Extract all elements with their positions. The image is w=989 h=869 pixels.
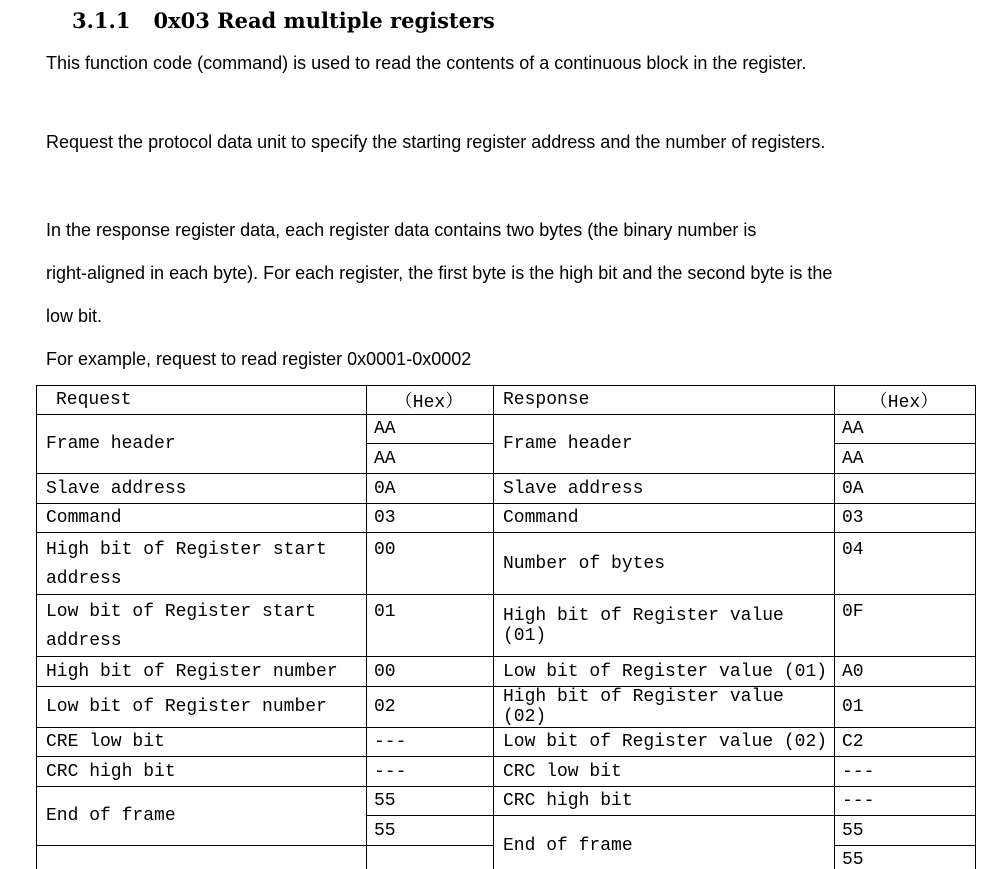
- table-row: [37, 787, 976, 816]
- table-row: [37, 757, 976, 787]
- response-num-bytes-label: Number of bytes: [494, 533, 835, 595]
- request-frame-header-hex-2: AA: [367, 444, 494, 474]
- response-crc-high-hex: ---: [835, 787, 976, 816]
- response-end-of-frame-hex-1: 55: [835, 816, 976, 846]
- response-frame-header-label: Frame header: [494, 415, 835, 474]
- request-slave-address-hex: 0A: [367, 474, 494, 504]
- response-reg2-high-label: High bit of Register value (02): [494, 687, 835, 728]
- request-crc-high-hex: ---: [367, 757, 494, 787]
- request-column-header: Request: [37, 386, 367, 415]
- response-crc-low-hex: ---: [835, 757, 976, 787]
- response-command-hex: 03: [835, 504, 976, 533]
- response-crc-high-label: CRC high bit: [494, 787, 835, 816]
- paragraph-example: [46, 338, 981, 381]
- response-reg2-low-hex: C2: [835, 728, 976, 757]
- response-reg1-high-label: High bit of Register value (01): [494, 595, 835, 657]
- request-frame-header-hex-1: AA: [367, 415, 494, 444]
- request-cre-low-hex: ---: [367, 728, 494, 757]
- request-reg-num-high-hex: 00: [367, 657, 494, 687]
- table-row: [37, 504, 976, 533]
- table-row: [37, 657, 976, 687]
- response-frame-header-hex-2: AA: [835, 444, 976, 474]
- text-line: low bit.: [46, 306, 103, 326]
- paragraph-request-pdu: [46, 121, 981, 164]
- response-column-header: Response: [494, 386, 835, 415]
- response-frame-header-hex-1: AA: [835, 415, 976, 444]
- text-line: This function code (command) is used to read the contents of a continuous block in the register.: [46, 53, 807, 73]
- request-end-of-frame-label: End of frame: [37, 787, 367, 846]
- section-heading: [72, 8, 989, 34]
- text-line: For example, request to read register 0x0001-0x0002: [46, 349, 472, 369]
- request-empty-label: [37, 846, 367, 869]
- response-slave-address-label: Slave address: [494, 474, 835, 504]
- paragraph-response-data: [46, 209, 981, 338]
- request-end-of-frame-hex-2: 55: [367, 816, 494, 846]
- request-reg-num-low-hex: 02: [367, 687, 494, 728]
- table-header-row: [37, 386, 976, 415]
- response-hex-header: （Hex）: [835, 386, 976, 415]
- paragraph-function-code: [46, 42, 981, 85]
- section-number: 3.1.1: [72, 8, 131, 33]
- request-reg-num-high-label: High bit of Register number: [37, 657, 367, 687]
- request-command-hex: 03: [367, 504, 494, 533]
- request-reg-start-low-hex: 01: [367, 595, 494, 657]
- request-reg-start-low-label: Low bit of Register start address: [37, 595, 367, 657]
- section-title: 0x03 Read multiple registers: [153, 8, 495, 33]
- response-reg2-low-label: Low bit of Register value (02): [494, 728, 835, 757]
- table-row: [37, 533, 976, 595]
- request-reg-num-low-label: Low bit of Register number: [37, 687, 367, 728]
- response-reg1-low-hex: A0: [835, 657, 976, 687]
- response-reg1-low-label: Low bit of Register value (01): [494, 657, 835, 687]
- response-reg2-high-hex: 01: [835, 687, 976, 728]
- request-cre-low-label: CRE low bit: [37, 728, 367, 757]
- response-crc-low-label: CRC low bit: [494, 757, 835, 787]
- request-slave-address-label: Slave address: [37, 474, 367, 504]
- response-num-bytes-hex: 04: [835, 533, 976, 595]
- table-row: [37, 687, 976, 728]
- protocol-example-table: [36, 385, 976, 869]
- table-row: [37, 415, 976, 444]
- response-end-of-frame-hex-2: 55: [835, 846, 976, 869]
- text-line: right-aligned in each byte). For each register, the first byte is the high bit and the second byte is the: [46, 263, 833, 283]
- text-line: Request the protocol data unit to specify the starting register address and the number of registers.: [46, 132, 826, 152]
- request-reg-start-high-label: High bit of Register start address: [37, 533, 367, 595]
- response-slave-address-hex: 0A: [835, 474, 976, 504]
- response-command-label: Command: [494, 504, 835, 533]
- request-frame-header-label: Frame header: [37, 415, 367, 474]
- table-row: [37, 595, 976, 657]
- request-command-label: Command: [37, 504, 367, 533]
- request-hex-header: （Hex）: [367, 386, 494, 415]
- request-empty-hex: [367, 846, 494, 869]
- request-crc-high-label: CRC high bit: [37, 757, 367, 787]
- request-reg-start-high-hex: 00: [367, 533, 494, 595]
- response-end-of-frame-label: End of frame: [494, 816, 835, 869]
- text-line: In the response register data, each register data contains two bytes (the binary number is: [46, 220, 757, 240]
- request-end-of-frame-hex-1: 55: [367, 787, 494, 816]
- table-row: [37, 728, 976, 757]
- table-row: [37, 474, 976, 504]
- response-reg1-high-hex: 0F: [835, 595, 976, 657]
